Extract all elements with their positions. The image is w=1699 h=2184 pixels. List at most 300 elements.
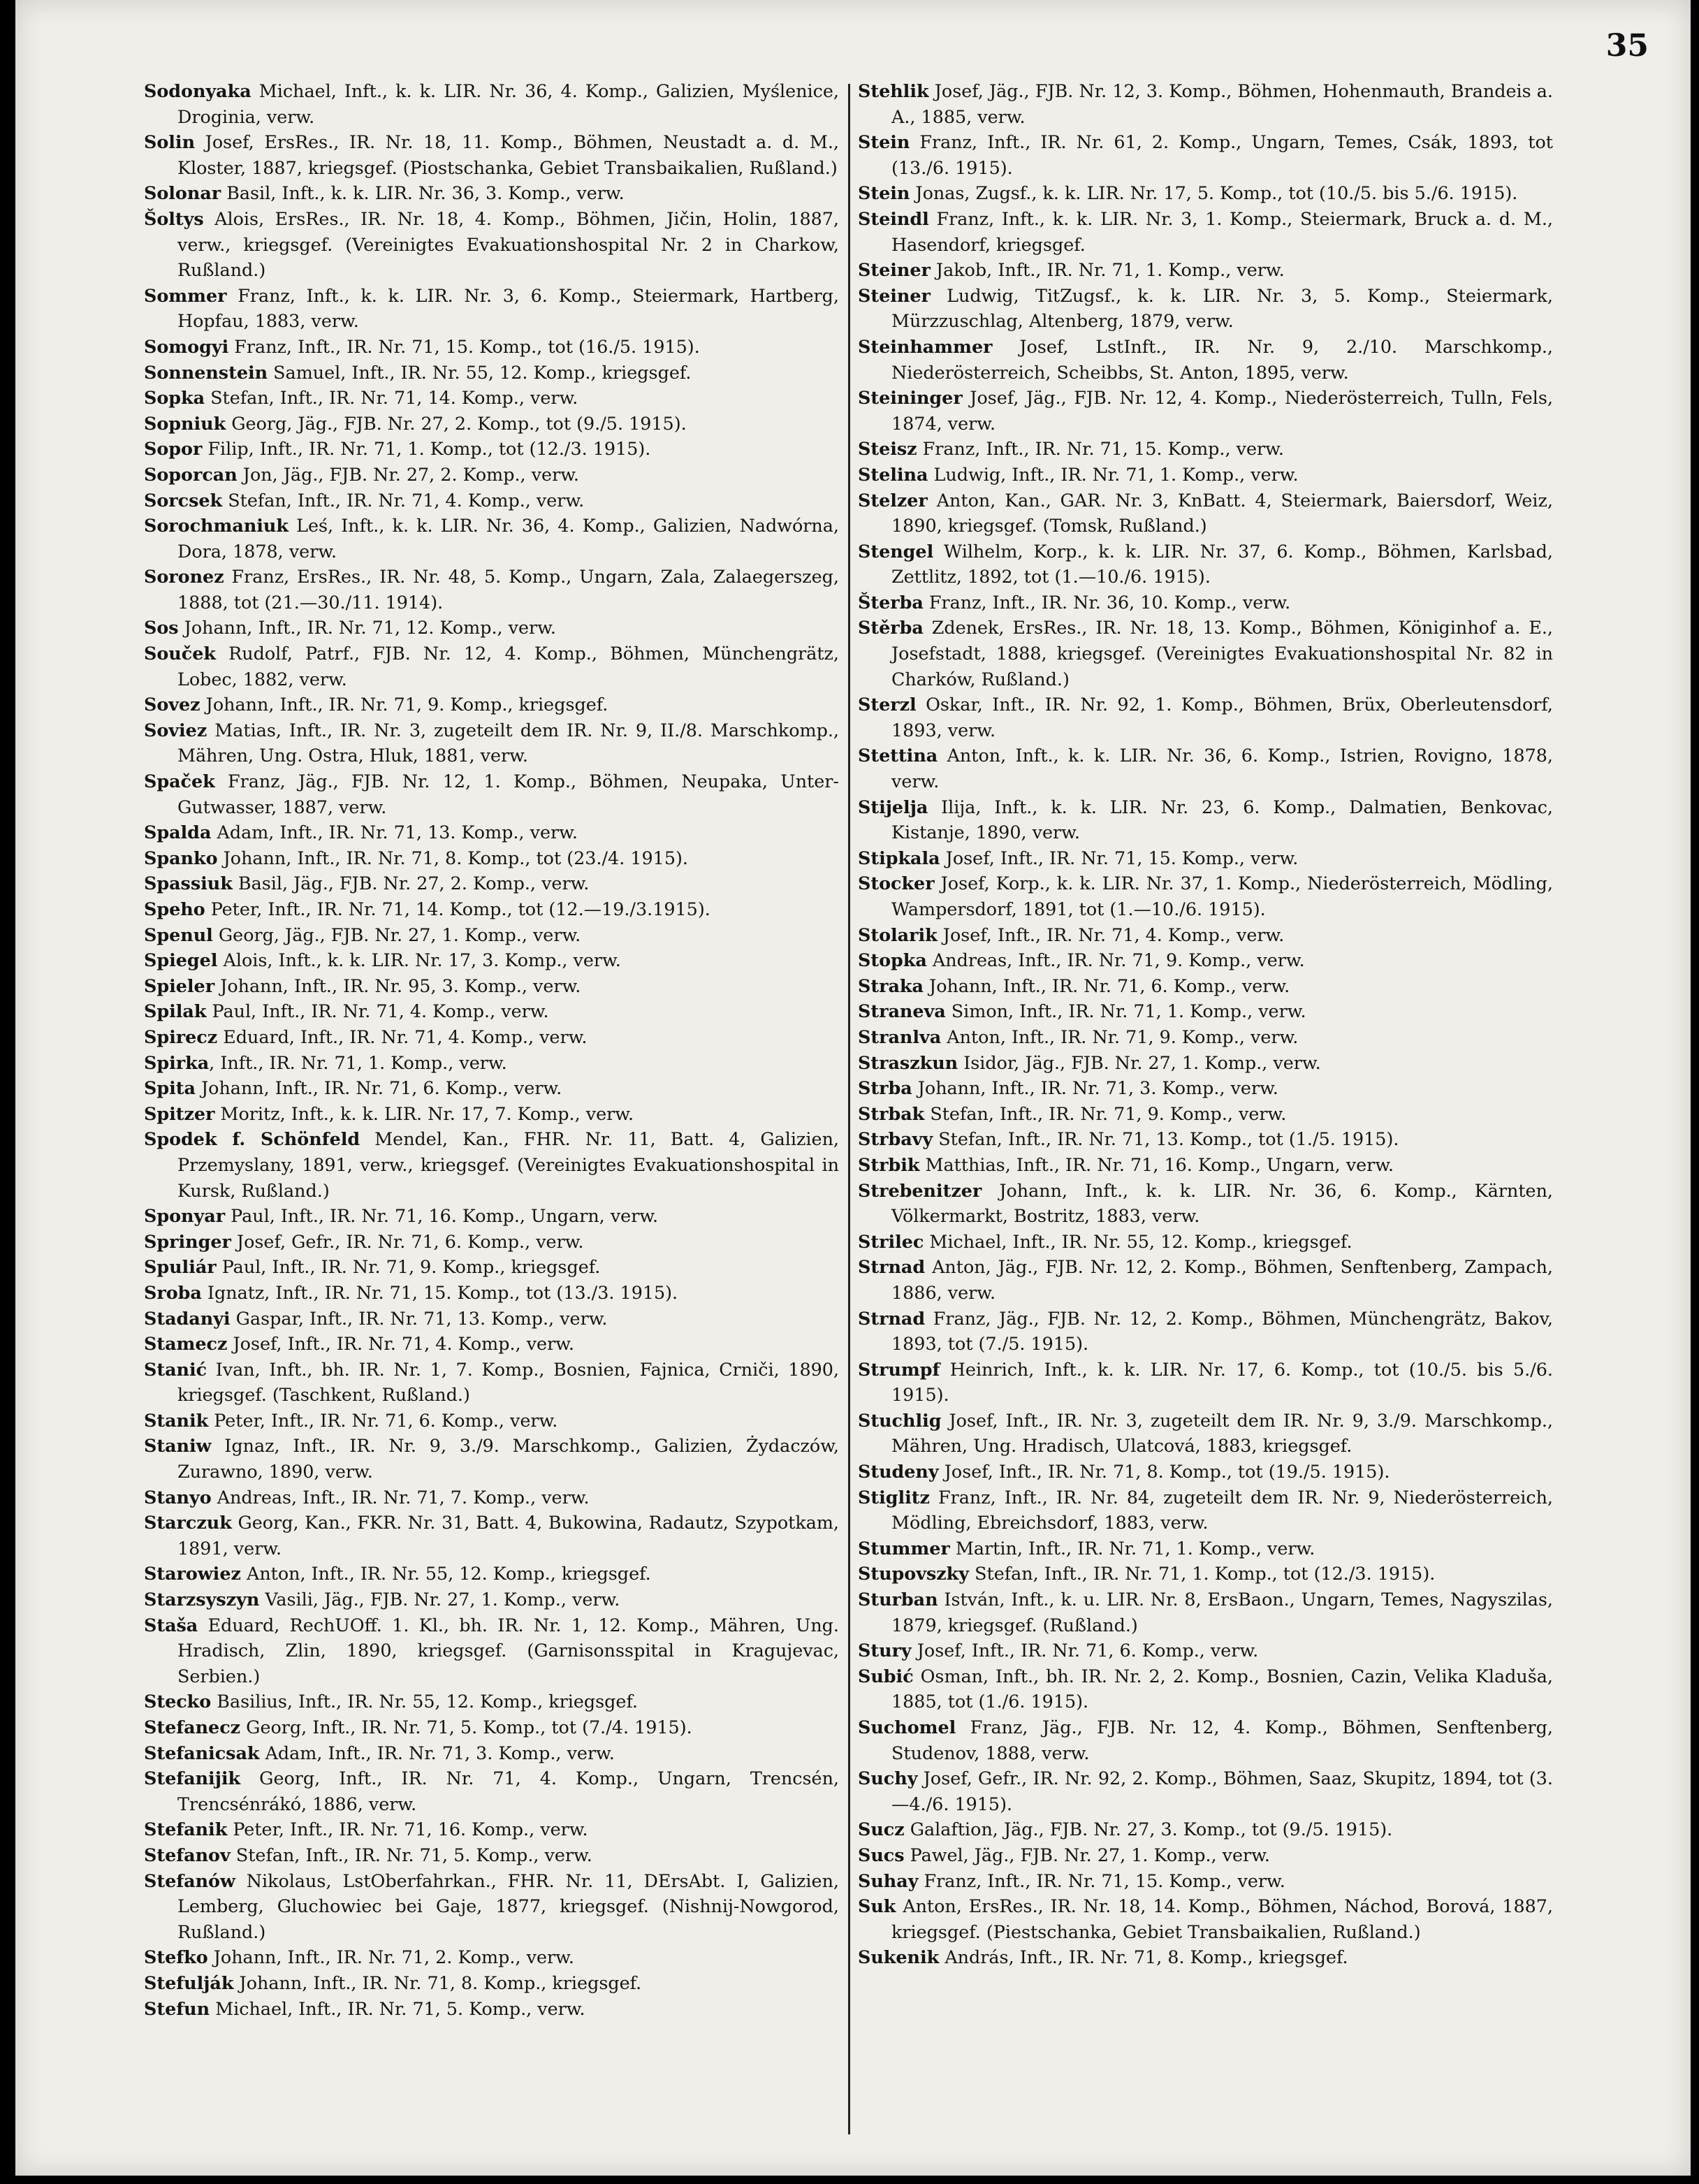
entry-details: Franz, ErsRes., IR. Nr. 48, 5. Komp., Ungarn, Zala, Zalaegerszeg, 1888, tot (21.—30./11. 1914).	[177, 566, 839, 613]
entry-details: Anton, Inft., IR. Nr. 55, 12. Komp., kriegsgef.	[240, 1563, 651, 1585]
entry-surname: Stefanicsak	[144, 1742, 260, 1763]
entry-surname: Strnad	[858, 1256, 926, 1278]
entry-surname: Stanik	[144, 1409, 209, 1431]
entry-surname: Sroba	[144, 1281, 202, 1303]
entry-surname: Speho	[144, 898, 205, 919]
entry-surname: Suhay	[858, 1870, 919, 1891]
entry-details: Jon, Jäg., FJB. Nr. 27, 2. Komp., verw.	[237, 463, 579, 485]
entry-surname: Stěrba	[858, 617, 924, 639]
entry-details: Adam, Inft., IR. Nr. 71, 3. Komp., verw.	[259, 1742, 615, 1763]
entry-surname: Stiglitz	[858, 1486, 930, 1508]
document-page	[15, 0, 1691, 2176]
entry-surname: Strbavy	[858, 1128, 933, 1150]
entry-details: Anton, Inft., k. k. LIR. Nr. 36, 6. Komp., Istrien, Rovigno, 1878, verw.	[891, 745, 1553, 792]
entry-surname: Souček	[144, 643, 216, 664]
entry-surname: Sopniuk	[144, 412, 226, 434]
entry-surname: Stijelja	[858, 796, 928, 817]
entry-surname: Stein	[858, 182, 910, 204]
entry-surname: Sucz	[858, 1819, 905, 1840]
entry-surname: Stehlik	[858, 80, 929, 101]
entry-details: Stefan, Inft., IR. Nr. 71, 4. Komp., verw.	[222, 489, 585, 511]
list-entry	[144, 1996, 839, 2022]
entry-surname: Solin	[144, 131, 196, 153]
entry-details: Johann, Inft., k. k. LIR. Nr. 36, 6. Komp., Kärnten, Völkermarkt, Bostritz, 1883, verw.	[891, 1179, 1553, 1227]
entry-details: Pawel, Jäg., FJB. Nr. 27, 1. Komp., verw.	[904, 1844, 1270, 1865]
entry-surname: Sterzl	[858, 694, 917, 715]
list-entry	[144, 922, 839, 948]
entry-details: Josef, Jäg., FJB. Nr. 12, 4. Komp., Niederösterreich, Tulln, Fels, 1874, verw.	[891, 387, 1553, 434]
entry-details: Zdenek, ErsRes., IR. Nr. 18, 13. Komp., Böhmen, Königinhof a. E., Josefstadt, 1888, kriegsgef. (Vereinigtes Evakuationshospital Nr. 82 in Charków, Rußland.)	[891, 617, 1553, 690]
entry-surname: Stefanik	[144, 1819, 228, 1840]
entry-details: Stefan, Inft., IR. Nr. 71, 1. Komp., tot (12./3. 1915).	[969, 1563, 1436, 1585]
list-entry	[144, 692, 839, 718]
list-entry	[858, 488, 1553, 539]
entry-details: Johann, Inft., IR. Nr. 71, 9. Komp., kriegsgef.	[200, 694, 608, 715]
entry-details: Franz, Inft., IR. Nr. 84, zugeteilt dem IR. Nr. 9, Niederösterreich, Mödling, Ebreichsdorf, 1883, verw.	[891, 1486, 1553, 1534]
right-column	[858, 78, 1553, 1970]
entry-surname: Steiner	[858, 284, 931, 306]
entry-details: Georg, Inft., IR. Nr. 71, 5. Komp., tot (7./4. 1915).	[240, 1717, 692, 1738]
entry-details: Michael, Inft., k. k. LIR. Nr. 36, 4. Komp., Galizien, Myślenice, Droginia, verw.	[177, 80, 839, 127]
list-entry	[144, 436, 839, 462]
entry-details: Stefan, Inft., IR. Nr. 71, 9. Komp., verw.	[924, 1102, 1287, 1124]
list-entry	[144, 1689, 839, 1715]
list-entry	[144, 513, 839, 564]
entry-surname: Stuchlig	[858, 1409, 942, 1431]
list-entry	[858, 539, 1553, 590]
entry-details: Franz, Inft., IR. Nr. 36, 10. Komp., verw.	[923, 591, 1291, 613]
entry-surname: Strbak	[858, 1102, 925, 1124]
list-entry	[858, 385, 1553, 436]
list-entry	[144, 769, 839, 820]
entry-details: Andreas, Inft., IR. Nr. 71, 9. Komp., verw.	[926, 949, 1305, 971]
list-entry	[144, 206, 839, 283]
list-entry	[144, 718, 839, 769]
entry-surname: Stein	[858, 131, 910, 153]
list-entry	[858, 1766, 1553, 1817]
entry-surname: Stocker	[858, 873, 935, 894]
entry-details: Alois, ErsRes., IR. Nr. 18, 4. Komp., Böhmen, Jičin, Holin, 1887, verw., kriegsgef. (Vereinigtes Evakuationshospital Nr. 2 in Charkow, Rußland.)	[177, 208, 839, 281]
entry-details: Georg, Inft., IR. Nr. 71, 4. Komp., Ungarn, Trencsén, Trencsénrákó, 1886, verw.	[177, 1768, 839, 1814]
entry-surname: Stettina	[858, 745, 938, 766]
entry-surname: Sopor	[144, 438, 203, 460]
entry-details: Josef, Inft., IR. Nr. 3, zugeteilt dem IR. Nr. 9, 3./9. Marschkomp., Mähren, Ung. Hradisch, Ulatcová, 1883, kriegsgef.	[891, 1409, 1553, 1457]
entry-surname: Stelina	[858, 463, 928, 485]
list-entry	[858, 1842, 1553, 1868]
list-entry	[858, 1715, 1553, 1766]
list-entry	[858, 1024, 1553, 1050]
entry-details: Ludwig, Inft., IR. Nr. 71, 1. Komp., verw.	[928, 463, 1299, 485]
list-entry	[144, 615, 839, 641]
entry-surname: Stefanecz	[144, 1717, 241, 1738]
entry-details: Franz, Jäg., FJB. Nr. 12, 2. Komp., Böhmen, Münchengrätz, Bakov, 1893, tot (7./5. 1915).	[891, 1307, 1553, 1355]
entry-surname: Stamecz	[144, 1333, 228, 1355]
list-entry	[858, 871, 1553, 922]
entry-surname: Sovez	[144, 694, 200, 715]
entry-details: Josef, Inft., IR. Nr. 71, 15. Komp., verw.	[940, 847, 1299, 868]
entry-surname: Spilak	[144, 1000, 207, 1022]
list-entry	[144, 973, 839, 999]
entry-details: Ilija, Inft., k. k. LIR. Nr. 23, 6. Komp., Dalmatien, Benkovac, Kistanje, 1890, verw.	[891, 796, 1553, 843]
entry-surname: Sponyar	[144, 1205, 226, 1227]
entry-surname: Steinhammer	[858, 335, 993, 357]
entry-details: Ivan, Inft., bh. IR. Nr. 1, 7. Komp., Bosnien, Fajnica, Crniči, 1890, kriegsgef. (Taschkent, Rußland.)	[177, 1358, 839, 1406]
entry-surname: Sonnenstein	[144, 361, 268, 383]
entry-surname: Soviez	[144, 719, 207, 741]
list-entry	[144, 1842, 839, 1868]
entry-surname: Stefanów	[144, 1870, 235, 1891]
list-entry	[858, 1459, 1553, 1485]
list-entry	[858, 1229, 1553, 1255]
entry-surname: Stefulják	[144, 1972, 234, 1993]
entry-surname: Spirecz	[144, 1026, 218, 1047]
list-entry	[144, 1944, 839, 1970]
entry-details: Johann, Inft., IR. Nr. 71, 6. Komp., verw.	[195, 1077, 562, 1099]
list-entry	[858, 257, 1553, 283]
list-entry	[858, 1357, 1553, 1408]
list-entry	[144, 1050, 839, 1076]
entry-surname: Spiegel	[144, 949, 218, 971]
list-entry	[144, 1817, 839, 1842]
column-divider	[848, 84, 850, 2134]
entry-details: Adam, Inft., IR. Nr. 71, 13. Komp., verw.	[211, 822, 578, 843]
entry-details: Martin, Inft., IR. Nr. 71, 1. Komp., verw.	[949, 1537, 1315, 1559]
entry-surname: Suchy	[858, 1768, 918, 1789]
entry-details: Josef, Jäg., FJB. Nr. 12, 3. Komp., Böhmen, Hohenmauth, Brandeis a. A., 1885, verw.	[891, 80, 1553, 127]
entry-surname: Spuliár	[144, 1256, 217, 1278]
entry-details: István, Inft., k. u. LIR. Nr. 8, ErsBaon., Ungarn, Temes, Nagyszilas, 1879, kriegsgef. (Rußland.)	[891, 1589, 1553, 1636]
entry-surname: Somogyi	[144, 335, 229, 357]
entry-details: Johann, Inft., IR. Nr. 71, 2. Komp., verw.	[207, 1946, 574, 1968]
entry-surname: Subić	[858, 1665, 914, 1687]
entry-surname: Sos	[144, 617, 179, 639]
entry-surname: Straneva	[858, 1000, 946, 1022]
list-entry	[144, 1331, 839, 1357]
list-entry	[858, 1152, 1553, 1178]
list-entry	[144, 1485, 839, 1510]
entry-details: Basil, Inft., k. k. LIR. Nr. 36, 3. Komp., verw.	[221, 182, 625, 204]
entry-details: Georg, Jäg., FJB. Nr. 27, 1. Komp., verw.	[212, 924, 581, 945]
entry-surname: Strnad	[858, 1307, 926, 1329]
list-entry	[144, 1357, 839, 1408]
list-entry	[144, 1740, 839, 1766]
entry-surname: Stefanijik	[144, 1768, 241, 1789]
list-entry	[144, 1510, 839, 1561]
list-entry	[858, 998, 1553, 1024]
list-entry	[144, 896, 839, 922]
list-entry	[144, 1075, 839, 1101]
entry-details: Johann, Inft., IR. Nr. 71, 6. Komp., verw.	[923, 975, 1290, 996]
list-entry	[144, 78, 839, 129]
entry-details: Matias, Inft., IR. Nr. 3, zugeteilt dem IR. Nr. 9, II./8. Marschkomp., Mähren, Ung. Ostra, Hluk, 1881, verw.	[177, 719, 839, 766]
entry-surname: Staša	[144, 1614, 198, 1636]
entry-details: Anton, Jäg., FJB. Nr. 12, 2. Komp., Böhmen, Senftenberg, Zampach, 1886, verw.	[891, 1256, 1553, 1303]
entry-surname: Soporcan	[144, 463, 238, 485]
list-entry	[144, 385, 839, 411]
entry-details: Heinrich, Inft., k. k. LIR. Nr. 17, 6. Komp., tot (10./5. bis 5./6. 1915).	[891, 1358, 1553, 1406]
entry-surname: Stipkala	[858, 847, 940, 868]
entry-details: Isidor, Jäg., FJB. Nr. 27, 1. Komp., verw.	[958, 1051, 1321, 1073]
entry-surname: Strumpf	[858, 1358, 940, 1380]
list-entry	[144, 488, 839, 514]
entry-details: Stefan, Inft., IR. Nr. 71, 14. Komp., verw.	[205, 387, 578, 409]
entry-details: Michael, Inft., IR. Nr. 71, 5. Komp., verw.	[210, 1997, 585, 2019]
list-entry	[858, 1485, 1553, 1536]
entry-details: Paul, Inft., IR. Nr. 71, 16. Komp., Ungarn, verw.	[225, 1205, 659, 1227]
entry-details: Vasili, Jäg., FJB. Nr. 27, 1. Komp., verw.	[259, 1589, 620, 1610]
entry-surname: Solonar	[144, 182, 221, 204]
entry-details: Ludwig, TitZugsf., k. k. LIR. Nr. 3, 5. Komp., Steiermark, Mürzzuschlag, Altenberg, 1879, verw.	[891, 284, 1553, 332]
list-entry	[144, 360, 839, 386]
list-entry	[144, 1306, 839, 1332]
entry-details: Alois, Inft., k. k. LIR. Nr. 17, 3. Komp., verw.	[217, 949, 621, 971]
entry-surname: Sopka	[144, 387, 205, 409]
entry-surname: Strilec	[858, 1230, 924, 1252]
entry-surname: Stury	[858, 1640, 912, 1661]
entry-details: Nikolaus, LstOberfahrkan., FHR. Nr. 11, DErsAbt. I, Galizien, Lemberg, Gluchowiec bei Gaje, 1877, kriegsgef. (Nishnij-Nowgorod, Rußland.)	[177, 1870, 839, 1942]
list-entry	[858, 1868, 1553, 1894]
list-entry	[144, 180, 839, 206]
list-entry	[144, 283, 839, 334]
list-entry	[858, 129, 1553, 180]
list-entry	[858, 334, 1553, 385]
entry-details: Wilhelm, Korp., k. k. LIR. Nr. 37, 6. Komp., Böhmen, Karlsbad, Zettlitz, 1892, tot (1.—10./6. 1915).	[891, 540, 1553, 588]
entry-details: Eduard, RechUOff. 1. Kl., bh. IR. Nr. 1, 12. Komp., Mähren, Ung. Hradisch, Zlin, 1890, kriegsgef. (Garnisonsspital in Kragujevac, Serbien.)	[177, 1614, 839, 1687]
entry-surname: Staniw	[144, 1435, 212, 1457]
entry-surname: Suk	[858, 1895, 896, 1917]
entry-details: Ignatz, Inft., IR. Nr. 71, 15. Komp., tot (13./3. 1915).	[201, 1281, 678, 1303]
entry-surname: Spita	[144, 1077, 196, 1099]
entry-details: Franz, Inft., k. k. LIR. Nr. 3, 1. Komp., Steiermark, Bruck a. d. M., Hasendorf, kriegsgef.	[891, 208, 1553, 255]
entry-surname: Springer	[144, 1230, 231, 1252]
entry-details: Josef, Gefr., IR. Nr. 71, 6. Komp., verw.	[231, 1230, 584, 1252]
list-entry	[858, 1587, 1553, 1638]
list-entry	[144, 998, 839, 1024]
entry-details: Peter, Inft., IR. Nr. 71, 14. Komp., tot (12.—19./3.1915).	[205, 898, 710, 919]
list-entry	[858, 462, 1553, 488]
entry-surname: Stranlva	[858, 1026, 942, 1047]
entry-surname: Sorcsek	[144, 489, 223, 511]
list-entry	[144, 462, 839, 488]
entry-details: Rudolf, Patrf., FJB. Nr. 12, 4. Komp., Böhmen, Münchengrätz, Lobec, 1882, verw.	[177, 643, 839, 690]
list-entry	[858, 743, 1553, 794]
entry-details: Josef, LstInft., IR. Nr. 9, 2./10. Marschkomp., Niederösterreich, Scheibbs, St. Anton, 1895, verw.	[891, 335, 1553, 383]
list-entry	[858, 1536, 1553, 1561]
entry-details: Filip, Inft., IR. Nr. 71, 1. Komp., tot (12./3. 1915).	[202, 438, 651, 460]
list-entry	[858, 1050, 1553, 1076]
entry-surname: Strebenitzer	[858, 1179, 982, 1201]
entry-details: Georg, Jäg., FJB. Nr. 27, 2. Komp., tot (9./5. 1915).	[226, 412, 687, 434]
entry-details: Simon, Inft., IR. Nr. 71, 1. Komp., verw.	[945, 1000, 1306, 1022]
entry-surname: Stecko	[144, 1691, 212, 1712]
list-entry	[144, 1101, 839, 1127]
entry-details: Johann, Inft., IR. Nr. 71, 3. Komp., verw.	[912, 1077, 1278, 1099]
entry-surname: Stanyo	[144, 1486, 212, 1508]
list-entry	[144, 1612, 839, 1689]
entry-details: Josef, Inft., IR. Nr. 71, 8. Komp., tot (19./5. 1915).	[938, 1461, 1390, 1483]
entry-surname: Straszkun	[858, 1051, 958, 1073]
entry-surname: Starzsyszyn	[144, 1589, 260, 1610]
entry-details: , Inft., IR. Nr. 71, 1. Komp., verw.	[209, 1051, 507, 1073]
entry-details: Franz, Inft., IR. Nr. 71, 15. Komp., verw.	[918, 1870, 1285, 1891]
list-entry	[858, 1664, 1553, 1715]
entry-surname: Stefun	[144, 1997, 210, 2019]
list-entry	[858, 973, 1553, 999]
entry-details: Franz, Inft., IR. Nr. 71, 15. Komp., tot (16./5. 1915).	[228, 335, 700, 357]
list-entry	[144, 129, 839, 180]
list-entry	[858, 615, 1553, 692]
entry-details: Matthias, Inft., IR. Nr. 71, 16. Komp., Ungarn, verw.	[919, 1153, 1394, 1175]
entry-surname: Studeny	[858, 1461, 939, 1483]
list-entry	[858, 794, 1553, 845]
list-entry	[858, 1254, 1553, 1305]
list-entry	[858, 692, 1553, 743]
entry-surname: Sommer	[144, 284, 227, 306]
entry-surname: Stengel	[858, 540, 934, 562]
entry-surname: Spassiuk	[144, 873, 233, 894]
entry-details: Anton, Kan., GAR. Nr. 3, KnBatt. 4, Steiermark, Baiersdorf, Weiz, 1890, kriegsgef. (Tomsk, Rußland.)	[891, 489, 1553, 537]
entry-details: Franz, Inft., k. k. LIR. Nr. 3, 6. Komp., Steiermark, Hartberg, Hopfau, 1883, verw.	[177, 284, 839, 332]
entry-details: Josef, Inft., IR. Nr. 71, 6. Komp., verw.	[911, 1640, 1259, 1661]
entry-details: Franz, Inft., IR. Nr. 61, 2. Komp., Ungarn, Temes, Csák, 1893, tot (13./6. 1915).	[891, 131, 1553, 178]
list-entry	[858, 1638, 1553, 1664]
list-entry	[144, 1229, 839, 1255]
entry-details: Osman, Inft., bh. IR. Nr. 2, 2. Komp., Bosnien, Cazin, Velika Kladuša, 1885, tot (1./6. 1915).	[891, 1665, 1553, 1712]
entry-surname: Spodek f. Schönfeld	[144, 1128, 360, 1150]
entry-surname: Šterba	[858, 591, 924, 613]
list-entry	[144, 1280, 839, 1306]
entry-surname: Strba	[858, 1077, 912, 1099]
entry-surname: Starowiez	[144, 1563, 241, 1585]
list-entry	[144, 1766, 839, 1817]
list-entry	[858, 1408, 1553, 1459]
entry-surname: Stopka	[858, 949, 927, 971]
entry-details: Stefan, Inft., IR. Nr. 71, 5. Komp., verw.	[230, 1844, 592, 1865]
list-entry	[858, 1306, 1553, 1357]
list-entry	[144, 1715, 839, 1740]
entry-details: Jonas, Zugsf., k. k. LIR. Nr. 17, 5. Komp., tot (10./5. bis 5./6. 1915).	[910, 182, 1518, 204]
entry-details: Oskar, Inft., IR. Nr. 92, 1. Komp., Böhmen, Brüx, Oberleutensdorf, 1893, verw.	[891, 694, 1553, 741]
entry-surname: Straka	[858, 975, 924, 996]
page-number: 35	[1605, 28, 1649, 64]
entry-surname: Spanko	[144, 847, 218, 868]
list-entry	[858, 947, 1553, 973]
entry-details: Gaspar, Inft., IR. Nr. 71, 13. Komp., verw.	[230, 1307, 608, 1329]
entry-details: Johann, Inft., IR. Nr. 95, 3. Komp., verw.	[214, 975, 581, 996]
entry-details: Josef, Inft., IR. Nr. 71, 4. Komp., verw.	[937, 924, 1285, 945]
entry-details: Paul, Inft., IR. Nr. 71, 4. Komp., verw.	[206, 1000, 549, 1022]
entry-surname: Strbik	[858, 1153, 920, 1175]
entry-details: Samuel, Inft., IR. Nr. 55, 12. Komp., kriegsgef.	[268, 361, 692, 383]
entry-surname: Spalda	[144, 822, 212, 843]
entry-surname: Spirka	[144, 1051, 210, 1073]
entry-surname: Stolarik	[858, 924, 938, 945]
entry-details: Jakob, Inft., IR. Nr. 71, 1. Komp., verw.	[930, 259, 1285, 281]
entry-surname: Stelzer	[858, 489, 928, 511]
list-entry	[144, 845, 839, 871]
list-entry	[144, 947, 839, 973]
list-entry	[144, 564, 839, 615]
entry-details: Josef, Korp., k. k. LIR. Nr. 37, 1. Komp., Niederösterreich, Mödling, Wampersdorf, 1891, tot (1.—10./6. 1915).	[891, 873, 1553, 919]
entry-surname: Spieler	[144, 975, 215, 996]
entry-details: Stefan, Inft., IR. Nr. 71, 13. Komp., tot (1./5. 1915).	[933, 1128, 1399, 1150]
entry-details: Franz, Jäg., FJB. Nr. 12, 4. Komp., Böhmen, Senftenberg, Studenov, 1888, verw.	[891, 1717, 1553, 1763]
entry-surname: Stupovszky	[858, 1563, 970, 1585]
list-entry	[858, 845, 1553, 871]
list-entry	[144, 1433, 839, 1484]
list-entry	[144, 641, 839, 692]
entry-surname: Stummer	[858, 1537, 950, 1559]
list-entry	[144, 1024, 839, 1050]
entry-surname: Sturban	[858, 1589, 938, 1610]
list-entry	[858, 1893, 1553, 1944]
list-entry	[858, 1944, 1553, 1970]
entry-details: Johann, Inft., IR. Nr. 71, 12. Komp., verw.	[178, 617, 556, 639]
entry-details: Peter, Inft., IR. Nr. 71, 16. Komp., verw.	[227, 1819, 588, 1840]
entry-details: Galaftion, Jäg., FJB. Nr. 27, 3. Komp., tot (9./5. 1915).	[904, 1819, 1393, 1840]
entry-details: Josef, Gefr., IR. Nr. 92, 2. Komp., Böhmen, Saaz, Skupitz, 1894, tot (3.—4./6. 1915).	[891, 1768, 1553, 1814]
list-entry	[858, 1075, 1553, 1101]
entry-details: Peter, Inft., IR. Nr. 71, 6. Komp., verw.	[208, 1409, 558, 1431]
entry-details: Basilius, Inft., IR. Nr. 55, 12. Komp., kriegsgef.	[211, 1691, 639, 1712]
list-entry	[144, 411, 839, 437]
entry-surname: Stanić	[144, 1358, 207, 1380]
entry-details: Basil, Jäg., FJB. Nr. 27, 2. Komp., verw.	[232, 873, 590, 894]
entry-surname: Soronez	[144, 566, 224, 588]
entry-details: Franz, Jäg., FJB. Nr. 12, 1. Komp., Böhmen, Neupaka, Unter-Gutwasser, 1887, verw.	[177, 771, 839, 817]
list-entry	[144, 1126, 839, 1203]
entry-details: Johann, Inft., IR. Nr. 71, 8. Komp., kriegsgef.	[233, 1972, 642, 1993]
entry-surname: Sorochmaniuk	[144, 515, 289, 537]
list-entry	[858, 1817, 1553, 1842]
list-entry	[144, 1408, 839, 1434]
entry-details: Moritz, Inft., k. k. LIR. Nr. 17, 7. Komp., verw.	[214, 1102, 634, 1124]
list-entry	[858, 78, 1553, 129]
list-entry	[858, 922, 1553, 948]
list-entry	[144, 1203, 839, 1229]
entry-details: Leś, Inft., k. k. LIR. Nr. 36, 4. Komp., Galizien, Nadwórna, Dora, 1878, verw.	[177, 515, 839, 562]
entry-details: Josef, Inft., IR. Nr. 71, 4. Komp., verw.	[227, 1333, 574, 1355]
list-entry	[144, 1254, 839, 1280]
entry-surname: Sucs	[858, 1844, 905, 1865]
entry-details: Anton, ErsRes., IR. Nr. 18, 14. Komp., Böhmen, Náchod, Borová, 1887, kriegsgef. (Piestschanka, Gebiet Transbaikalien, Rußland.)	[891, 1895, 1553, 1942]
entry-surname: Sukenik	[858, 1946, 940, 1968]
list-entry	[858, 1178, 1553, 1229]
list-entry	[858, 436, 1553, 462]
list-entry	[858, 1126, 1553, 1152]
list-entry	[144, 1868, 839, 1945]
entry-details: Johann, Inft., IR. Nr. 71, 8. Komp., tot (23./4. 1915).	[217, 847, 688, 868]
list-entry	[858, 283, 1553, 334]
entry-surname: Sodonyaka	[144, 80, 251, 101]
entry-details: Franz, Inft., IR. Nr. 71, 15. Komp., verw.	[917, 438, 1284, 460]
entry-surname: Steindl	[858, 208, 929, 229]
list-entry	[858, 206, 1553, 257]
entry-details: Ignaz, Inft., IR. Nr. 9, 3./9. Marschkomp., Galizien, Żydaczów, Zurawno, 1890, verw.	[177, 1435, 839, 1483]
list-entry	[144, 820, 839, 845]
list-entry	[858, 1101, 1553, 1127]
entry-surname: Starczuk	[144, 1512, 232, 1534]
entry-surname: Steisz	[858, 438, 917, 460]
entry-details: Michael, Inft., IR. Nr. 55, 12. Komp., kriegsgef.	[924, 1230, 1352, 1252]
left-column	[144, 78, 839, 2021]
entry-details: Mendel, Kan., FHR. Nr. 11, Batt. 4, Galizien, Przemyslany, 1891, verw., kriegsgef. (Vereinigtes Evakuationshospital in Kursk, Rußland.)	[177, 1128, 839, 1201]
entry-details: Josef, ErsRes., IR. Nr. 18, 11. Komp., Böhmen, Neustadt a. d. M., Kloster, 1887, kriegsgef. (Piostschanka, Gebiet Transbaikalien, Rußland.)	[177, 131, 839, 178]
list-entry	[858, 590, 1553, 616]
entry-surname: Steiner	[858, 259, 931, 281]
entry-surname: Šoltys	[144, 208, 204, 229]
list-entry	[144, 334, 839, 360]
